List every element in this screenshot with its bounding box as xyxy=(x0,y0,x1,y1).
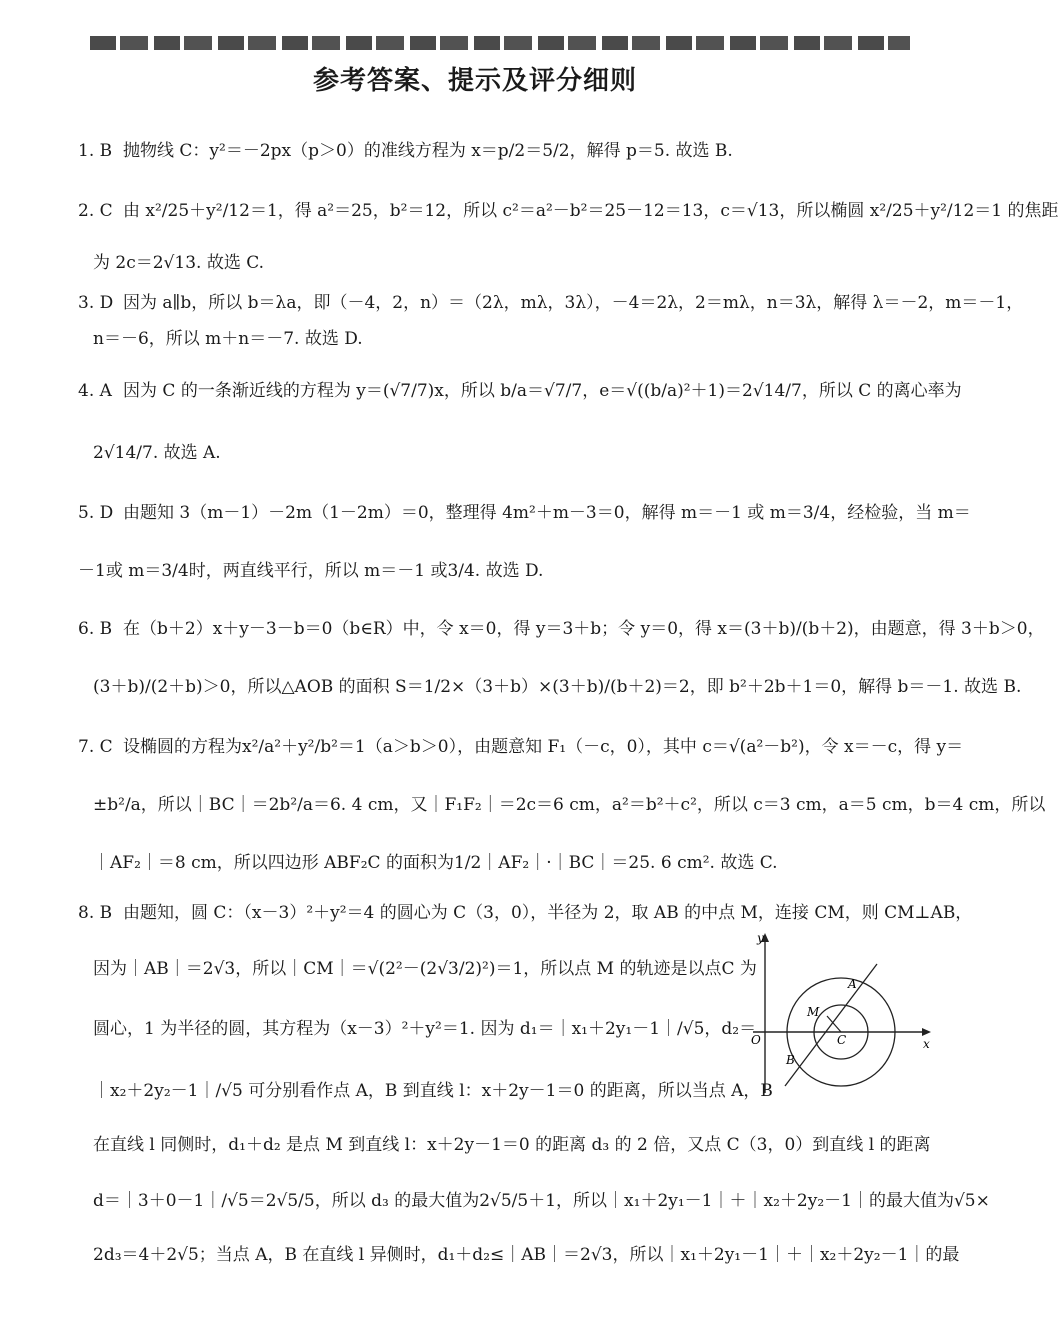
page-title: 参考答案、提示及评分细则 xyxy=(312,66,637,96)
answer-7 xyxy=(78,732,964,757)
answer-4-cont: 2√14/7. 故选 A. xyxy=(93,443,221,463)
answer-number: 7. C xyxy=(78,737,113,757)
answer-8-cont: 2d₃＝4＋2√5；当点 A，B 在直线 l 异侧时，d₁＋d₂≤｜AB｜＝2√3，所以｜x₁＋2y₁－1｜＋｜x₂＋2y₂－1｜的最 xyxy=(93,1245,960,1265)
answer-text: 在（b＋2）x＋y－3－b＝0（b∈R）中，令 x＝0，得 y＝3＋b；令 y＝0，得 x＝(3＋b)/(b＋2)，由题意，得 3＋b＞0， xyxy=(123,619,1045,639)
answer-8-cont: 圆心，1 为半径的圆，其方程为（x－3）²＋y²＝1. 因为 d₁＝｜x₁＋2y₁－1｜/√5，d₂＝ xyxy=(93,1019,757,1039)
answer-3 xyxy=(78,288,1024,313)
circle-diagram xyxy=(745,928,935,1098)
label-y: y xyxy=(757,931,764,945)
answer-8-cont: 在直线 l 同侧时，d₁＋d₂ 是点 M 到直线 l：x＋2y－1＝0 的距离 d₃ 的 2 倍，又点 C（3，0）到直线 l 的距离 xyxy=(93,1135,931,1155)
answer-2 xyxy=(78,196,1059,221)
label-b: B xyxy=(786,1053,795,1067)
answer-text: 由题知 3（m－1）－2m（1－2m）＝0，整理得 4m²＋m－3＝0，解得 m＝－1 或 m＝3/4，经检验，当 m＝ xyxy=(123,503,971,523)
label-o: O xyxy=(751,1033,761,1047)
x-axis-arrow xyxy=(922,1028,931,1036)
answer-text: 抛物线 C：y²＝－2px（p＞0）的准线方程为 x＝p/2＝5/2，解得 p＝5. 故选 B. xyxy=(123,141,733,161)
answer-text: 由题知，圆 C：（x－3）²＋y²＝4 的圆心为 C（3，0），半径为 2，取 AB 的中点 M，连接 CM，则 CM⊥AB， xyxy=(123,903,973,923)
answer-number: 3. D xyxy=(78,293,114,313)
answer-4 xyxy=(78,376,962,401)
answer-8 xyxy=(78,898,973,923)
answer-number: 5. D xyxy=(78,503,114,523)
label-c: C xyxy=(837,1033,847,1047)
answer-2-cont: 为 2c＝2√13. 故选 C. xyxy=(93,253,265,273)
answer-6-cont: (3＋b)/(2＋b)＞0，所以△AOB 的面积 S＝1/2×（3＋b）×(3＋b)/(b＋2)＝2，即 b²＋2b＋1＝0，解得 b＝－1. 故选 B. xyxy=(93,677,1022,697)
answer-text: 因为 C 的一条渐近线的方程为 y＝(√7/7)x，所以 b/a＝√7/7，e＝√((b/a)²＋1)＝2√14/7，所以 C 的离心率为 xyxy=(123,381,962,401)
answer-number: 4. A xyxy=(78,381,112,401)
answer-5 xyxy=(78,498,971,523)
answer-7-cont: ±b²/a，所以｜BC｜＝2b²/a＝6. 4 cm，又｜F₁F₂｜＝2c＝6 cm，a²＝b²＋c²，所以 c＝3 cm，a＝5 cm，b＝4 cm，所以 xyxy=(93,795,1046,815)
answer-text: 设椭圆的方程为x²/a²＋y²/b²＝1（a＞b＞0），由题意知 F₁（－c，0），其中 c＝√(a²－b²)，令 x＝－c，得 y＝ xyxy=(123,737,964,757)
answer-1 xyxy=(78,136,934,161)
cm-segment xyxy=(827,1016,841,1032)
answer-6 xyxy=(78,614,1045,639)
answer-7-cont: ｜AF₂｜＝8 cm，所以四边形 ABF₂C 的面积为1/2｜AF₂｜·｜BC｜＝25. 6 cm². 故选 C. xyxy=(93,853,778,873)
answer-8-cont: 因为｜AB｜＝2√3，所以｜CM｜＝√(2²－(2√3/2)²)＝1，所以点 M 的轨迹是以点C 为 xyxy=(93,959,757,979)
answer-text: 由 x²/25＋y²/12＝1，得 a²＝25，b²＝12，所以 c²＝a²－b²＝25－12＝13，c＝√13，所以椭圆 x²/25＋y²/12＝1 的焦距 xyxy=(123,201,1059,221)
answer-8-cont: ｜x₂＋2y₂－1｜/√5 可分别看作点 A，B 到直线 l：x＋2y－1＝0 的距离，所以当点 A，B xyxy=(93,1081,773,1101)
label-x: x xyxy=(923,1037,930,1051)
answer-number: 8. B xyxy=(78,903,113,923)
answer-text: 因为 a∥b，所以 b＝λa，即（－4，2，n）＝（2λ，mλ，3λ），－4＝2λ，2＝mλ，n＝3λ，解得 λ＝－2，m＝－1， xyxy=(123,293,1024,313)
cropped-header-band xyxy=(90,36,910,50)
answer-number: 2. C xyxy=(78,201,113,221)
label-m: M xyxy=(807,1005,820,1019)
answer-3-cont: n＝－6，所以 m＋n＝－7. 故选 D. xyxy=(93,329,363,349)
label-a: A xyxy=(848,977,857,991)
answer-5-cont: －1或 m＝3/4时，两直线平行，所以 m＝－1 或3/4. 故选 D. xyxy=(78,561,544,581)
answer-8-cont: d＝｜3＋0－1｜/√5＝2√5/5，所以 d₃ 的最大值为2√5/5＋1，所以｜x₁＋2y₁－1｜＋｜x₂＋2y₂－1｜的最大值为√5× xyxy=(93,1191,990,1211)
answer-number: 6. B xyxy=(78,619,113,639)
chord-line xyxy=(785,964,877,1086)
answer-number: 1. B xyxy=(78,141,113,161)
